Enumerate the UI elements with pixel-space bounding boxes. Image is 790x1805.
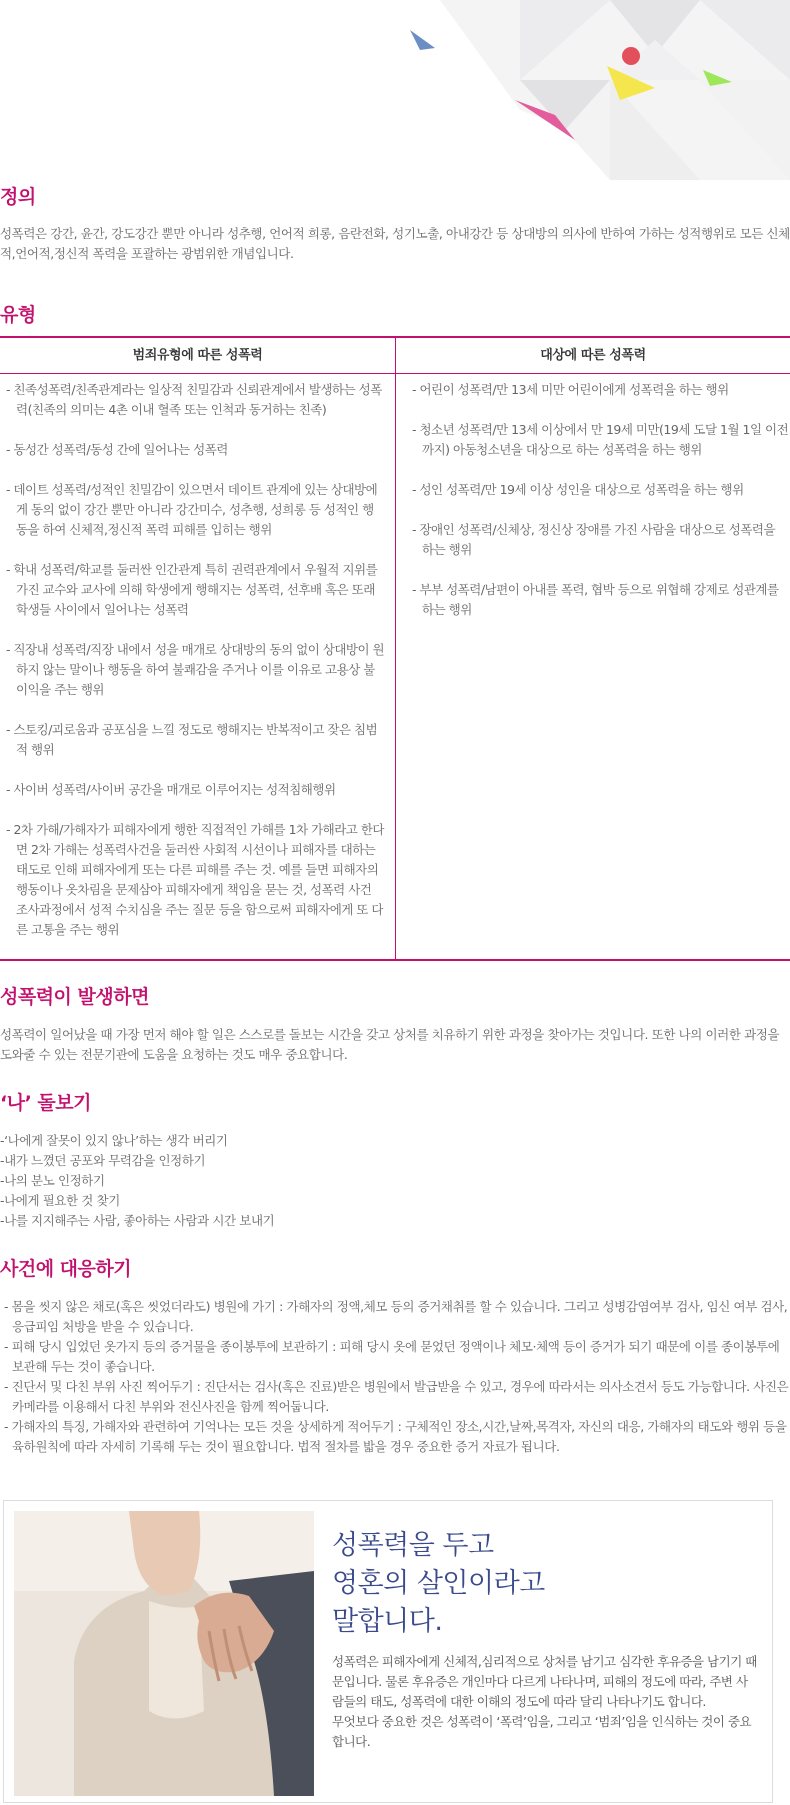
list-item: - 사이버 성폭력/사이버 공간을 매개로 이루어지는 성적침해행위 [6,782,336,797]
list-item: - 부부 성폭력/남편이 아내를 폭력, 협박 등으로 위협해 강제로 성관계를 하는 행위 [412,582,779,617]
definition-title: 정의 [0,186,36,208]
definition-text: 성폭력은 강간, 윤간, 강도강간 뿐만 아니라 성추행, 언어적 희롱, 음란전화, 성기노출, 아내강간 등 상대방의 의사에 반하여 가하는 성적행위로 모든 신체적,언어적,정신적 폭력을 포괄하는 광범위한 개념입니다. [0,226,790,261]
list-item: -내가 느꼈던 공포와 무력감을 인정하기 [0,1153,206,1168]
table-divider [395,338,396,959]
selfcare-title: ‘나’ 돌보기 [0,1092,91,1114]
list-item: - 스토킹/괴로움과 공포심을 느낄 정도로 행해지는 반복적이고 잦은 침범적 행위 [6,722,378,757]
blue-plane-icon [410,30,435,50]
list-item: - 친족성폭력/친족관계라는 일상적 친밀감과 신뢰관계에서 발생하는 성폭력(친족의 의미는 4촌 이내 혈족 또는 인척과 동거하는 친족) [6,382,382,417]
response-title: 사건에 대응하기 [0,1258,132,1280]
types-table [0,336,790,961]
list-item: - 어린이 성폭력/만 13세 미만 어린이에게 성폭력을 하는 행위 [412,382,729,397]
list-item: - 2차 가해/가해자가 피해자에게 행한 직접적인 가해를 1차 가해라고 한다면 2차 가해는 성폭력사건을 둘러싼 사회적 시선이나 피해자를 대하는 태도로 인해 피해자에게 또는 다른 피해를 주는 것. 예를 들면 피해자의 행동이나 옷차림을 문제삼아 피해자에게 책임을 묻는 것, 성폭력 사건 조사과정에서 성적 수치심을 주는 질문 등을 함으로써 피해자에게 또 다른 고통을 주는 행위 [6,822,384,937]
types-title: 유형 [0,304,36,326]
list-item: - 학내 성폭력/학교를 둘러싼 인간관계 특히 권력관계에서 우월적 지위를 가진 교수와 교사에 의해 학생에게 행해지는 성폭력, 선후배 혹은 또래 학생들 사이에서 일어나는 성폭력 [6,562,378,617]
list-item: - 가해자의 특징, 가해자와 관련하여 기억나는 모든 것을 상세하게 적어두기 : 구체적인 장소,시간,날짜,목격자, 자신의 대응, 가해자의 태도와 행위 등을 육하원칙에 따라 자세히 기록해 두는 것이 필요합니다. 법적 절차를 밟을 경우 중요한 증거 자료가 됩니다. [4,1419,787,1454]
left-column-header: 범죄유형에 따른 성폭력 [0,338,395,374]
list-item: - 데이트 성폭력/성적인 친밀감이 있으면서 데이트 관계에 있는 상대방에게 동의 없이 강간 뿐만 아니라 강간미수, 성추행, 성희롱 등 성적인 행동을 하여 신체적,정신적 폭력 피해를 입히는 행위 [6,482,378,537]
list-item: -나에게 필요한 것 찾기 [0,1193,120,1208]
selfcare-list [0,1131,790,1231]
list-item: - 직장내 성폭력/직장 내에서 성을 매개로 상대방의 동의 없이 상대방이 원하지 않는 말이나 행동을 하여 불쾌감을 주거나 이를 이유로 고용상 불이익을 주는 행위 [6,642,385,697]
occurs-title: 성폭력이 발생하면 [0,986,149,1008]
list-item: - 피해 당시 입었던 옷가지 등의 증거물을 종이봉투에 보관하기 : 피해 당시 옷에 묻었던 정액이나 체모·체액 등이 증거가 되기 때문에 이를 종이봉투에 보관해 두는 것이 좋습니다. [4,1339,780,1374]
occurs-text: 성폭력이 일어났을 때 가장 먼저 해야 할 일은 스스로를 돌보는 시간을 갖고 상처를 치유하기 위한 과정을 찾아가는 것입니다. 또한 나의 이러한 과정을 도와줄 수 있는 전문기관에 도움을 요청하는 것도 매우 중요합니다. [0,1027,780,1062]
response-list [0,1297,790,1457]
list-item: -나를 지지해주는 사람, 좋아하는 사람과 시간 보내기 [0,1213,275,1228]
list-item: - 성인 성폭력/만 19세 이상 성인을 대상으로 성폭력을 하는 행위 [412,482,744,497]
crime-type-list [0,380,385,960]
card-headline: 성폭력을 두고 영혼의 살인이라고 말합니다. [332,1530,545,1637]
info-card [3,1500,773,1803]
comfort-photo [14,1511,314,1796]
list-item: - 장애인 성폭력/신체상, 정신상 장애를 가진 사람을 대상으로 성폭력을 하는 행위 [412,522,776,557]
hero-graphic [0,0,790,180]
list-item: - 청소년 성폭력/만 13세 이상에서 만 19세 미만(19세 도달 1월 1일 이전까지) 아동청소년을 대상으로 하는 성폭력을 하는 행위 [412,422,789,457]
target-type-list [406,380,790,640]
right-column-header: 대상에 따른 성폭력 [396,338,790,374]
list-item: -나의 분노 인정하기 [0,1173,105,1188]
list-item: - 진단서 및 다친 부위 사진 찍어두기 : 진단서는 검사(혹은 진료)받은 병원에서 발급받을 수 있고, 경우에 따라서는 의사소견서 등도 가능합니다. 사진은 카메라를 이용해서 다친 부위와 전신사진을 함께 찍어둡니다. [4,1379,789,1414]
list-item: - 동성간 성폭력/동성 간에 일어나는 성폭력 [6,442,228,457]
list-item: -‘나에게 잘못이 있지 않나’하는 생각 버리기 [0,1133,228,1148]
list-item: - 몸을 씻지 않은 채로(혹은 씻었더라도) 병원에 가기 : 가해자의 정액,체모 등의 증거채취를 할 수 있습니다. 그리고 성병감염여부 검사, 임신 여부 검사, 응급피임 처방을 받을 수 있습니다. [4,1299,788,1334]
red-dot-icon [622,47,640,65]
card-body: 성폭력은 피해자에게 신체적,심리적으로 상처를 남기고 심각한 후유증을 남기기 때문입니다. 물론 후유증은 개인마다 다르게 나타나며, 피해의 정도에 따라, 주변 사람들의 태도, 성폭력에 대한 이해의 정도에 따라 달리 나타나기도 합니다. 무엇보다 중요한 것은 성폭력이 ‘폭력’임을, 그리고 ‘범죄’임을 인식하는 것이 중요합니다. [332,1654,757,1749]
